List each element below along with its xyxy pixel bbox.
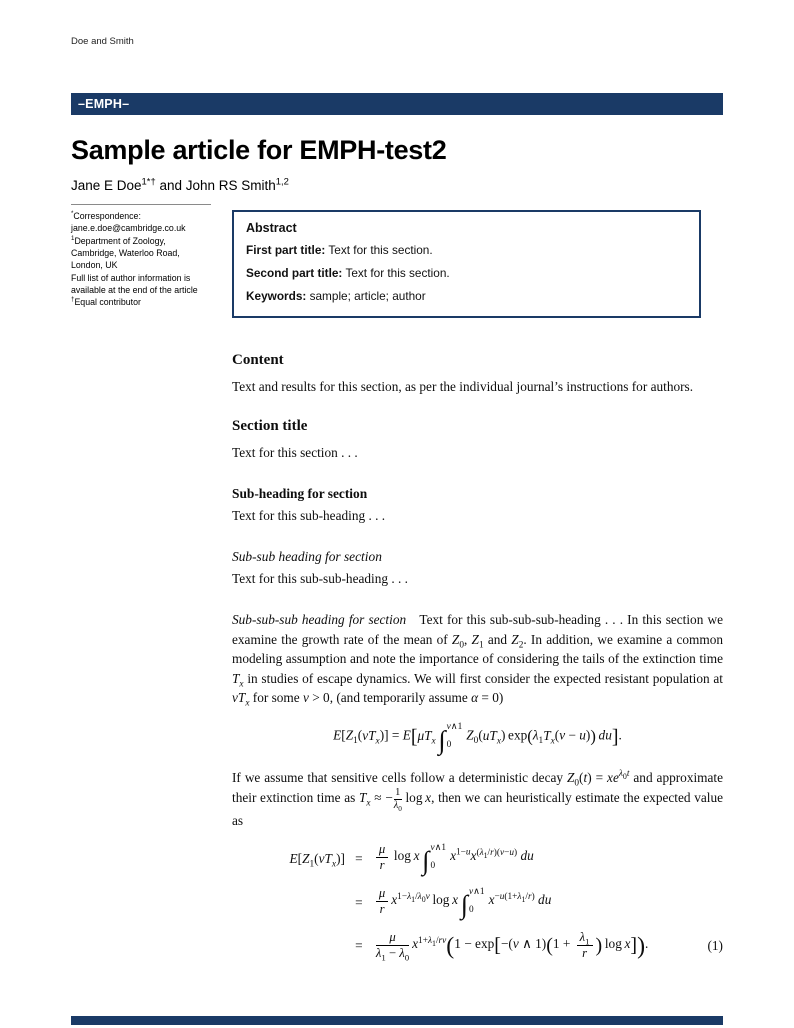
- equation-row: [232, 924, 723, 966]
- affiliation-line: London, UK: [71, 260, 118, 271]
- affiliation-line: $^1$Department of Zoology,: [71, 234, 166, 246]
- abstract-row-label: Keywords:: [246, 288, 307, 303]
- journal-banner-label: –EMPH–: [78, 97, 130, 111]
- journal-banner: [71, 93, 723, 115]
- correspondence-email: jane.e.doe@cambridge.co.uk: [71, 223, 186, 234]
- footer-bar: [71, 1016, 723, 1025]
- equation-lhs: [232, 880, 345, 924]
- content-paragraph: Text and results for this section, as per the individual journal’s instructions for authors.: [232, 378, 694, 394]
- affiliation-line: Cambridge, Waterloo Road,: [71, 247, 180, 258]
- abstract-row-label: First part title:: [246, 243, 326, 257]
- author-info-note: Full list of author information is: [71, 272, 191, 283]
- equation-relation: =: [355, 850, 363, 866]
- equation-row: [232, 836, 723, 880]
- equation-number: (1): [707, 937, 723, 953]
- abstract-row-label: Second part title:: [246, 265, 343, 280]
- equation-lhs: [232, 924, 345, 966]
- content-heading: Content: [232, 351, 284, 368]
- abstract-second-part: [246, 266, 687, 282]
- author-divider: [71, 204, 211, 205]
- section-paragraph: Text for this section . . .: [232, 444, 358, 460]
- subsection-paragraph: Text for this sub-heading . . .: [232, 507, 386, 523]
- article-body: [232, 350, 723, 967]
- authors-line: Jane E Doe$^{1*\dagger}$ and John RS Smith$^{1,2}$: [71, 176, 289, 193]
- subsubsection-paragraph: Text for this sub-sub-heading . . .: [232, 570, 408, 586]
- estimate-paragraph: If we assume that sensitive cells follow a deterministic decay $Z_0(t) = xe^{\lambda_0t}$ and approximate their extinction time as $T_x$ ≈ − $\frac{1}{\lambda_0}$ log x, then we can heuristically estimate the expected value as: [232, 769, 724, 828]
- correspondence-label: *Correspondence:: [71, 210, 141, 221]
- equation-rhs: $\frac{\mu}{r}$ log x ∫ v∧1 0 $x^{1-u}x^{(\lambda_1/r)(v-u)}$ du: [373, 836, 684, 880]
- running-head: Doe and Smith: [71, 36, 134, 47]
- equal-contributor-note: †Equal contributor: [71, 296, 141, 308]
- equation-number: [684, 880, 723, 924]
- equation-number: [684, 836, 723, 880]
- equation-rhs: $\frac{\mu}{\lambda_1 - \lambda_0}$ $x^{1+\lambda_1/rv}(1 - \exp[-(v$ ∧ 1)(1 + $\frac{\lambda_1}{r}$ ) log x]).: [375, 930, 649, 963]
- section-heading: Section title: [232, 418, 308, 435]
- meta-row: [71, 210, 723, 318]
- equation-lhs: $E[Z_1(vT_x)]$: [289, 850, 345, 870]
- article-title: Sample article for EMPH-test2: [71, 135, 447, 165]
- equation-rhs: $\frac{\mu}{r}$ $x^{1-\lambda_1/\lambda_0v}$ log x ∫ v∧1 0 $x^{-u(1+\lambda_1/r)}$ du: [373, 880, 684, 924]
- author-info-note: available at the end of the article: [71, 284, 198, 295]
- equation-array: [232, 836, 723, 966]
- abstract-first-part: [246, 243, 687, 259]
- equation-row: [232, 880, 723, 924]
- abstract-keywords: [246, 289, 687, 305]
- abstract-box: [232, 210, 701, 318]
- abstract-heading: Abstract: [246, 221, 297, 235]
- subsection-heading: Sub-heading for section: [232, 486, 368, 502]
- abstract-row-text: Text for this section.: [328, 243, 433, 257]
- abstract-row-text: sample; article; author: [309, 288, 426, 303]
- equation-relation: =: [355, 894, 363, 910]
- display-equation: $E[Z_1(vT_x)] = E[\mu T_x$ ∫ v∧1 0 $Z_0(uT_x) \exp(\lambda_1T_x(v - u))$ du].: [333, 722, 622, 756]
- equation-relation: =: [355, 937, 363, 953]
- subsubsection-heading: Sub-sub heading for section: [232, 549, 382, 565]
- abstract-row-text: Text for this section.: [345, 265, 450, 280]
- correspondence-note: [71, 210, 213, 318]
- subsubsub-paragraph: Sub-sub-sub heading for section Text for this sub-sub-sub-heading . . . In this section we examine the growth rate of the mean of $Z_0$, $Z_1$ and $Z_2$. In addition, we examine a common modeling assumption and note the importance of considering the tails of the extinction time $T_x$ in studies of escape dynamics. We will first consider the expected resistant population at $vT_x$ for some v > 0, (and temporarily assume α = 0): [232, 612, 724, 709]
